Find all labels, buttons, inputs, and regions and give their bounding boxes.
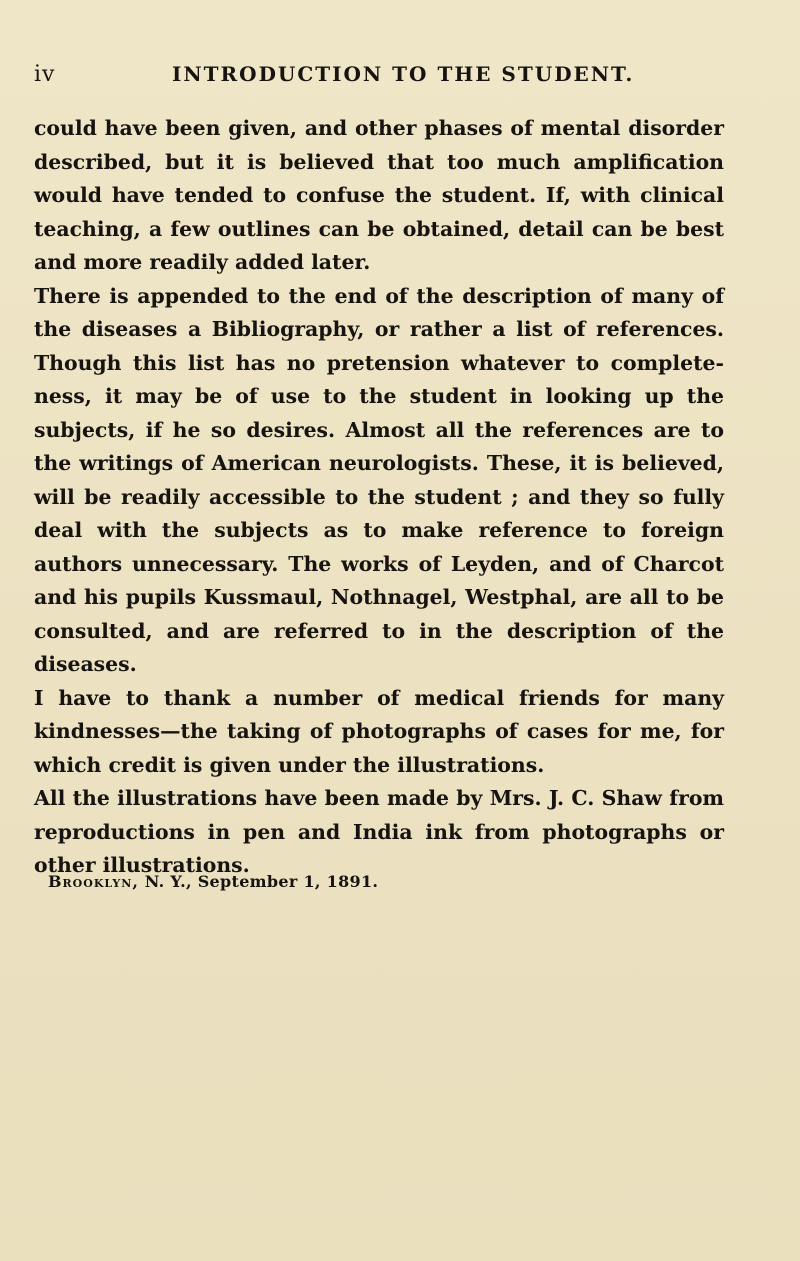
page-number: iv	[34, 62, 56, 87]
paragraph-continuation: could have been given, and other phases of mental disorder described, but it is believed that too much amplification would have tended to confuse the student. If, with clinical teaching, a few outlines can be obtained, detail can be best and more readily added later.	[34, 116, 724, 274]
body-text	[34, 112, 724, 883]
signature-place: Brooklyn,	[48, 872, 139, 891]
paragraph-bibliography: There is appended to the end of the description of many of the diseases a Bibliography, or rather a list of references. Though this list has no pretension whatever to complete-ness, it may be of use to the student in looking up the subjects, if he so desires. Almost all the references are to the writings of American neurologists. These, it is believed, will be readily accessible to the student ; and they so fully deal with the subjects as to make reference to foreign authors unnecessary. The works of Leyden, and of Charcot and his pupils Kussmaul, Nothnagel, Westphal, are all to be consulted, and are referred to in the description of the diseases.	[34, 283, 724, 676]
page-header	[34, 62, 740, 98]
paragraph-illustrations: All the illustrations have been made by Mrs. J. C. Shaw from reproductions in pen and India ink from photographs or other illustrations.	[34, 786, 724, 877]
running-head: INTRODUCTION TO THE STUDENT.	[172, 62, 635, 86]
signature-date: N. Y., September 1, 1891.	[138, 872, 379, 891]
signature-line	[48, 872, 378, 891]
paragraph-acknowledgements: I have to thank a number of medical friends for many kindnesses—the taking of photographs of cases for me, for which credit is given under the illustrations.	[34, 685, 724, 777]
